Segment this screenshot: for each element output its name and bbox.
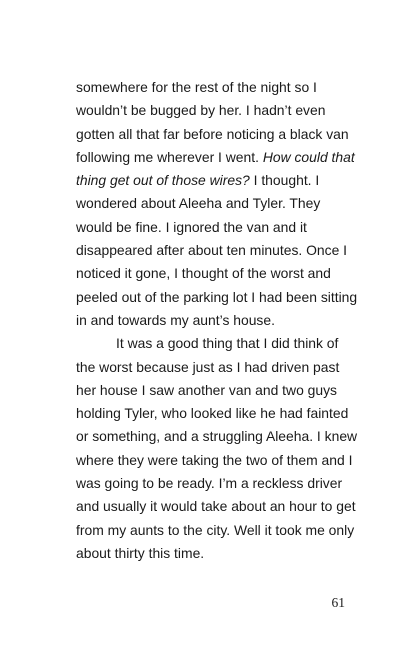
text-line bbox=[76, 76, 352, 99]
text-line bbox=[76, 402, 352, 425]
text-segment: somewhere for the rest of the night so I bbox=[76, 79, 317, 95]
text-segment: wondered about Aleeha and Tyler. They bbox=[76, 195, 321, 212]
text-segment: gotten all that far before noticing a black van bbox=[76, 125, 349, 142]
text-segment: her house I saw another van and two guys bbox=[76, 381, 337, 398]
italic-text: thing get out of those wires? bbox=[76, 172, 250, 189]
text-line bbox=[76, 449, 352, 472]
text-line bbox=[76, 495, 356, 518]
page-number: 61 bbox=[331, 595, 345, 610]
text-segment: the worst because just as I had driven past bbox=[76, 358, 340, 375]
text-segment: or something, and a struggling Aleeha. I knew bbox=[76, 428, 358, 445]
text-line bbox=[76, 123, 352, 146]
text-segment: wouldn’t be bugged by her. I hadn’t even bbox=[76, 102, 326, 119]
text-segment: It was a good thing that I did think of bbox=[116, 335, 339, 352]
text-segment: was going to be ready. I’m a reckless driver bbox=[76, 475, 343, 492]
italic-text: How could that bbox=[262, 148, 355, 165]
text-segment: disappeared after about ten minutes. Once I bbox=[76, 242, 348, 259]
text-line bbox=[76, 472, 352, 495]
text-segment: noticed it gone, I thought of the worst and bbox=[76, 265, 331, 282]
text-line bbox=[76, 262, 352, 285]
text-segment: I thought. I bbox=[249, 172, 320, 189]
text-line bbox=[76, 332, 352, 355]
text-line bbox=[76, 169, 352, 192]
text-segment: from my aunts to the city. Well it took me only bbox=[76, 521, 355, 538]
text-segment: holding Tyler, who looked like he had fainted bbox=[76, 405, 349, 422]
text-line bbox=[76, 309, 352, 332]
text-segment: would be fine. I ignored the van and it bbox=[76, 218, 307, 235]
text-line bbox=[76, 542, 352, 565]
text-line bbox=[76, 146, 355, 169]
text-line bbox=[76, 216, 352, 239]
text-segment: peeled out of the parking lot I had been sitting bbox=[76, 288, 358, 305]
text-line bbox=[76, 519, 355, 542]
text-line bbox=[76, 379, 352, 402]
text-line bbox=[76, 192, 352, 215]
text-line bbox=[76, 425, 358, 448]
text-segment: following me wherever I went. bbox=[76, 148, 263, 165]
text-line bbox=[76, 99, 352, 122]
text-segment: where they were taking the two of them and I bbox=[76, 451, 353, 468]
body-text bbox=[76, 76, 358, 565]
text-segment: and usually it would take about an hour to get bbox=[76, 498, 356, 515]
text-segment: about thirty this time. bbox=[76, 544, 205, 561]
text-line bbox=[76, 286, 358, 309]
text-segment: in and towards my aunt’s house. bbox=[76, 311, 275, 328]
text-line bbox=[76, 356, 352, 379]
text-line bbox=[76, 239, 352, 262]
